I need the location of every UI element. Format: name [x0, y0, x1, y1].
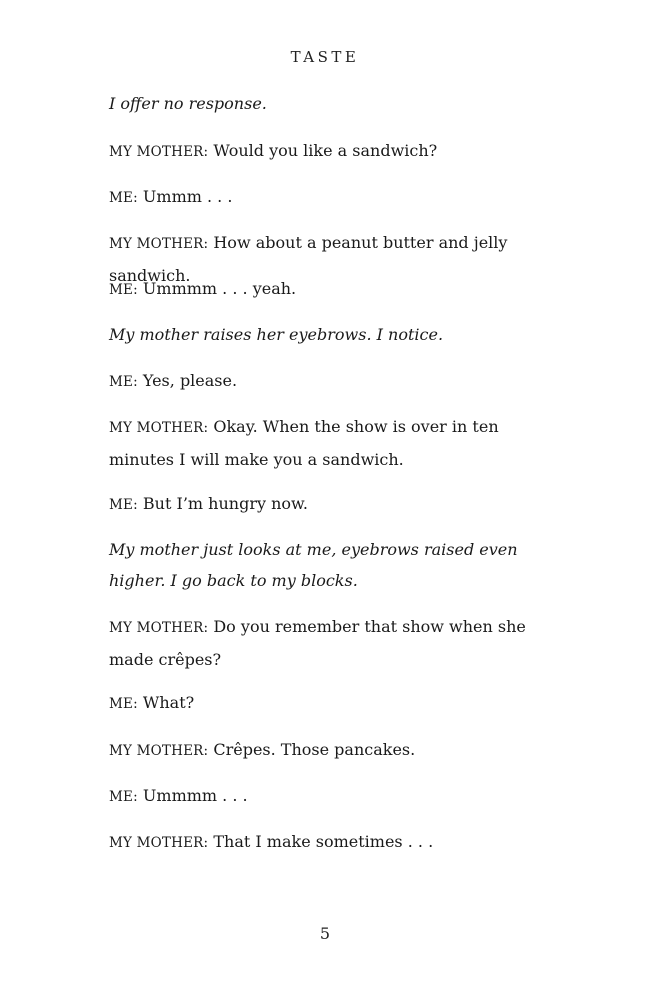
- stage-direction-text: My mother just looks at me, eyebrows raised even higher. I go back to my blocks.: [109, 540, 518, 590]
- speaker-label: MY MOTHER:: [109, 420, 209, 436]
- dialogue-text: Would you like a sandwich?: [208, 141, 438, 160]
- dialogue-text: Ummmm . . .: [137, 786, 248, 805]
- speaker-label: MY MOTHER:: [109, 743, 209, 759]
- speaker-label: MY MOTHER:: [109, 620, 209, 636]
- dialogue-text: What?: [137, 693, 195, 712]
- dialogue-line: [109, 611, 549, 675]
- speaker-label: ME:: [109, 374, 138, 390]
- speaker-label: MY MOTHER:: [109, 236, 209, 252]
- dialogue-text: That I make sometimes . . .: [208, 832, 434, 851]
- speaker-label: ME:: [109, 190, 138, 206]
- dialogue-line: [109, 411, 549, 475]
- stage-direction-text: My mother raises her eyebrows. I notice.: [109, 325, 444, 344]
- dialogue-text: Okay. When the show is over in ten minutes I will make you a sandwich.: [109, 417, 499, 469]
- dialogue-text: But I’m hungry now.: [137, 494, 308, 513]
- dialogue-text: Yes, please.: [137, 371, 238, 390]
- running-head: TASTE: [290, 48, 360, 66]
- dialogue-line: [109, 273, 549, 306]
- stage-direction: [109, 88, 549, 119]
- dialogue-line: [109, 365, 549, 398]
- dialogue-line: [109, 687, 549, 720]
- dialogue-text: Ummm . . .: [137, 187, 233, 206]
- dialogue-line: [109, 181, 549, 214]
- speaker-label: ME:: [109, 789, 138, 805]
- speaker-label: MY MOTHER:: [109, 144, 209, 160]
- stage-direction: [109, 319, 549, 350]
- dialogue-text: Do you remember that show when she made crêpes?: [109, 617, 526, 669]
- dialogue-text: How about a peanut butter and jelly sandwich.: [109, 233, 508, 285]
- dialogue-line: [109, 780, 549, 813]
- speaker-label: ME:: [109, 282, 138, 298]
- speaker-label: ME:: [109, 497, 138, 513]
- dialogue-line: [109, 488, 549, 521]
- dialogue-line: [109, 826, 549, 859]
- speaker-label: MY MOTHER:: [109, 835, 209, 851]
- dialogue-text: Ummmm . . . yeah.: [137, 279, 297, 298]
- dialogue-line: [109, 135, 549, 168]
- stage-direction-text: I offer no response.: [109, 94, 267, 113]
- page-number: 5: [319, 924, 331, 943]
- stage-direction: [109, 534, 549, 596]
- speaker-label: ME:: [109, 696, 138, 712]
- dialogue-line: [109, 734, 549, 767]
- dialogue-text: Crêpes. Those pancakes.: [208, 740, 416, 759]
